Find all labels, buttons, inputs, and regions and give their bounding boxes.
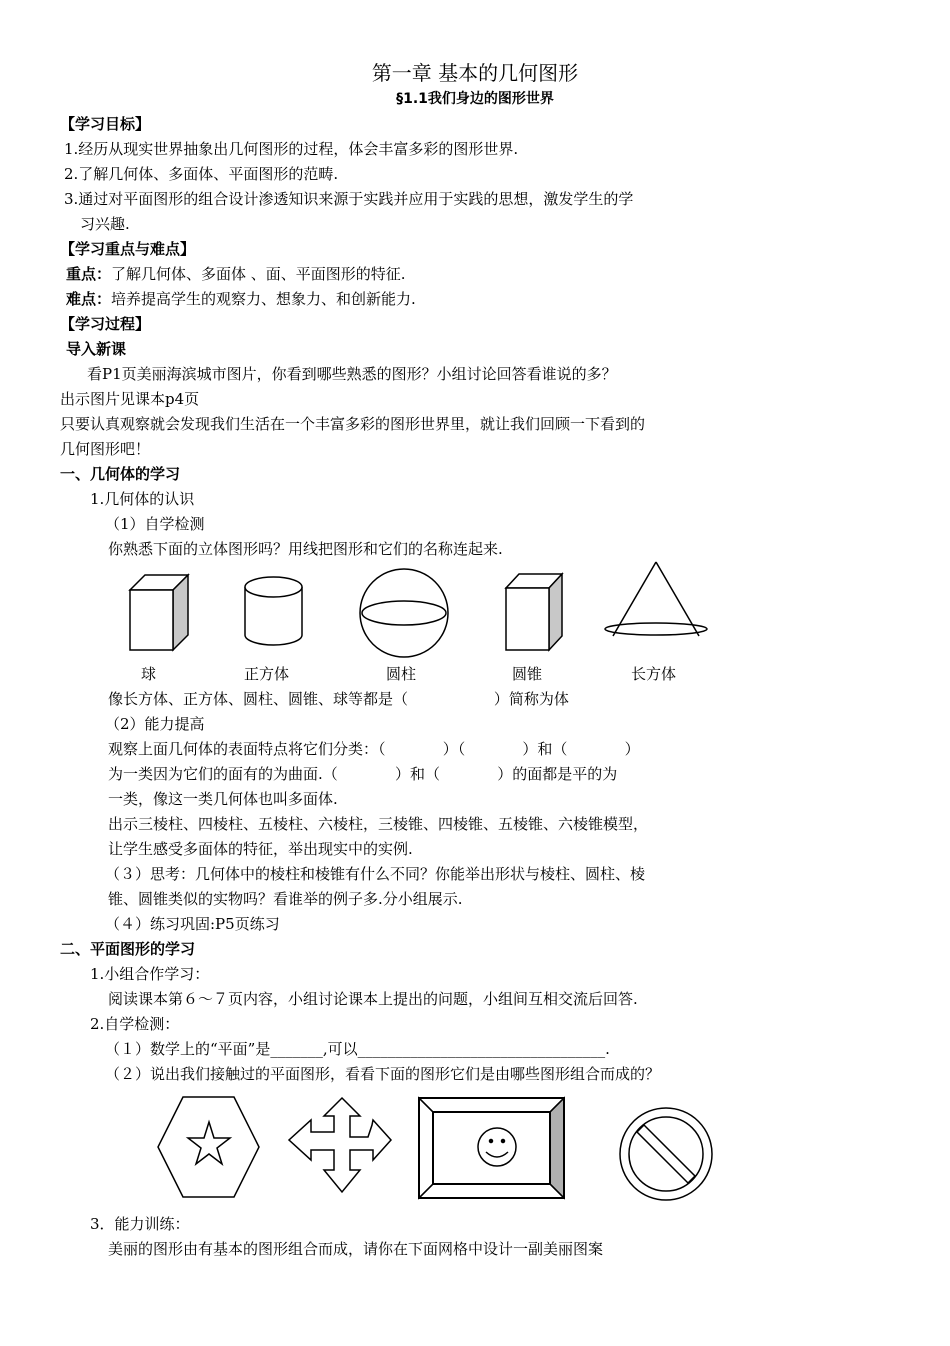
section-title: §1.1我们身边的图形世界 — [396, 91, 554, 107]
framed-smiley-shape — [419, 1098, 564, 1198]
intro-line: 只要认真观察就会发现我们生活在一个丰富多彩的图形世界里，就让我们回顾一下看到的 — [60, 415, 646, 433]
prohibition-sign-shape — [620, 1108, 712, 1200]
solid-shapes-figure — [0, 560, 950, 660]
cube-shape — [130, 575, 188, 650]
part2-sub1-text: 阅读课本第６～７页内容，小组讨论课本上提出的问题，小组间互相交流后回答. — [108, 990, 638, 1008]
hexagon-star-shape — [158, 1097, 259, 1197]
shape-name-label: 圆锥 — [512, 665, 543, 683]
part1-sub1: 1.几何体的认识 — [90, 490, 195, 508]
rectangular-prism-shape — [506, 574, 562, 650]
shape-name-label: 圆柱 — [386, 665, 417, 683]
part2-sub3: 3．能力训练： — [90, 1215, 190, 1233]
four-arrow-shape — [289, 1098, 391, 1192]
plane-figures — [0, 1092, 950, 1202]
key-points-heading: 【学习重点与难点】 — [60, 240, 196, 258]
part1-heading: 一、几何体的学习 — [60, 465, 181, 483]
key-point: 重点：了解几何体、多面体 、面、平面图形的特征. — [66, 265, 406, 283]
cone-shape — [605, 562, 707, 636]
ability-label: （2）能力提高 — [105, 715, 205, 733]
plane-shapes-question: （２）说出我们接触过的平面图形，看看下面的图形它们是由哪些图形组合而成的？ — [105, 1065, 661, 1083]
objective-3-line1: 3.通过对平面图形的组合设计渗透知识来源于实践并应用于实践的思想，激发学生的学 — [64, 190, 634, 208]
difficulty-point: 难点：培养提高学生的观察力、想象力、和创新能力. — [66, 290, 416, 308]
think-line: 锥、圆锥类似的实物吗？看谁举的例子多.分小组展示. — [108, 890, 463, 908]
objective-3-line2: 习兴趣. — [80, 215, 130, 233]
solids-fill-line: 像长方体、正方体、圆柱、圆锥、球等都是（ ）简称为体 — [108, 690, 569, 708]
ability-line: 一类，像这一类几何体也叫多面体. — [108, 790, 338, 808]
part2-heading: 二、平面图形的学习 — [60, 940, 196, 958]
chapter-title: 第一章 基本的几何图形 — [371, 61, 579, 85]
shapes-question: 你熟悉下面的立体图形吗？用线把图形和它们的名称连起来. — [108, 540, 503, 558]
ability-line: 为一类因为它们的面有的为曲面.（ ）和（ ）的面都是平的为 — [108, 765, 618, 783]
shape-name-label: 长方体 — [631, 665, 677, 683]
part2-sub1: 1.小组合作学习： — [90, 965, 210, 983]
part2-sub2: 2.自学检测： — [90, 1015, 180, 1033]
intro-line: 出示图片见课本p4页 — [60, 390, 200, 408]
objective-2: 2.了解几何体、多面体、平面图形的范畴. — [64, 165, 339, 183]
objectives-heading: 【学习目标】 — [60, 115, 151, 133]
models-line: 出示三棱柱、四棱柱、五棱柱、六棱柱，三棱锥、四棱锥、五棱锥、六棱锥模型， — [108, 815, 649, 833]
part2-sub3-text: 美丽的图形由有基本的图形组合而成，请你在下面网格中设计一副美丽图案 — [108, 1240, 604, 1258]
models-line: 让学生感受多面体的特征，举出现实中的实例. — [108, 840, 413, 858]
ability-line: 观察上面几何体的表面特点将它们分类：（ ）（ ）和（ ） — [108, 740, 640, 758]
cylinder-shape — [245, 577, 302, 645]
practice-line: （４）练习巩固:P5页练习 — [105, 915, 280, 933]
self-test-label: （1）自学检测 — [105, 515, 205, 533]
plane-question: （１）数学上的“平面”是_______,可以_________________________________. — [105, 1040, 610, 1058]
objective-1: 1.经历从现实世界抽象出几何图形的过程，体会丰富多彩的图形世界. — [64, 140, 519, 158]
sphere-shape — [360, 569, 448, 657]
process-heading: 【学习过程】 — [60, 315, 151, 333]
shape-name-label: 正方体 — [244, 665, 290, 683]
intro-line: 看P1页美丽海滨城市图片，你看到哪些熟悉的图形？小组讨论回答看谁说的多？ — [87, 365, 617, 383]
shape-name-label: 球 — [141, 665, 157, 683]
intro-heading: 导入新课 — [66, 340, 127, 358]
intro-line: 几何图形吧！ — [60, 440, 151, 458]
think-line: （３）思考：几何体中的棱柱和棱锥有什么不同？你能举出形状与棱柱、圆柱、棱 — [105, 865, 646, 883]
